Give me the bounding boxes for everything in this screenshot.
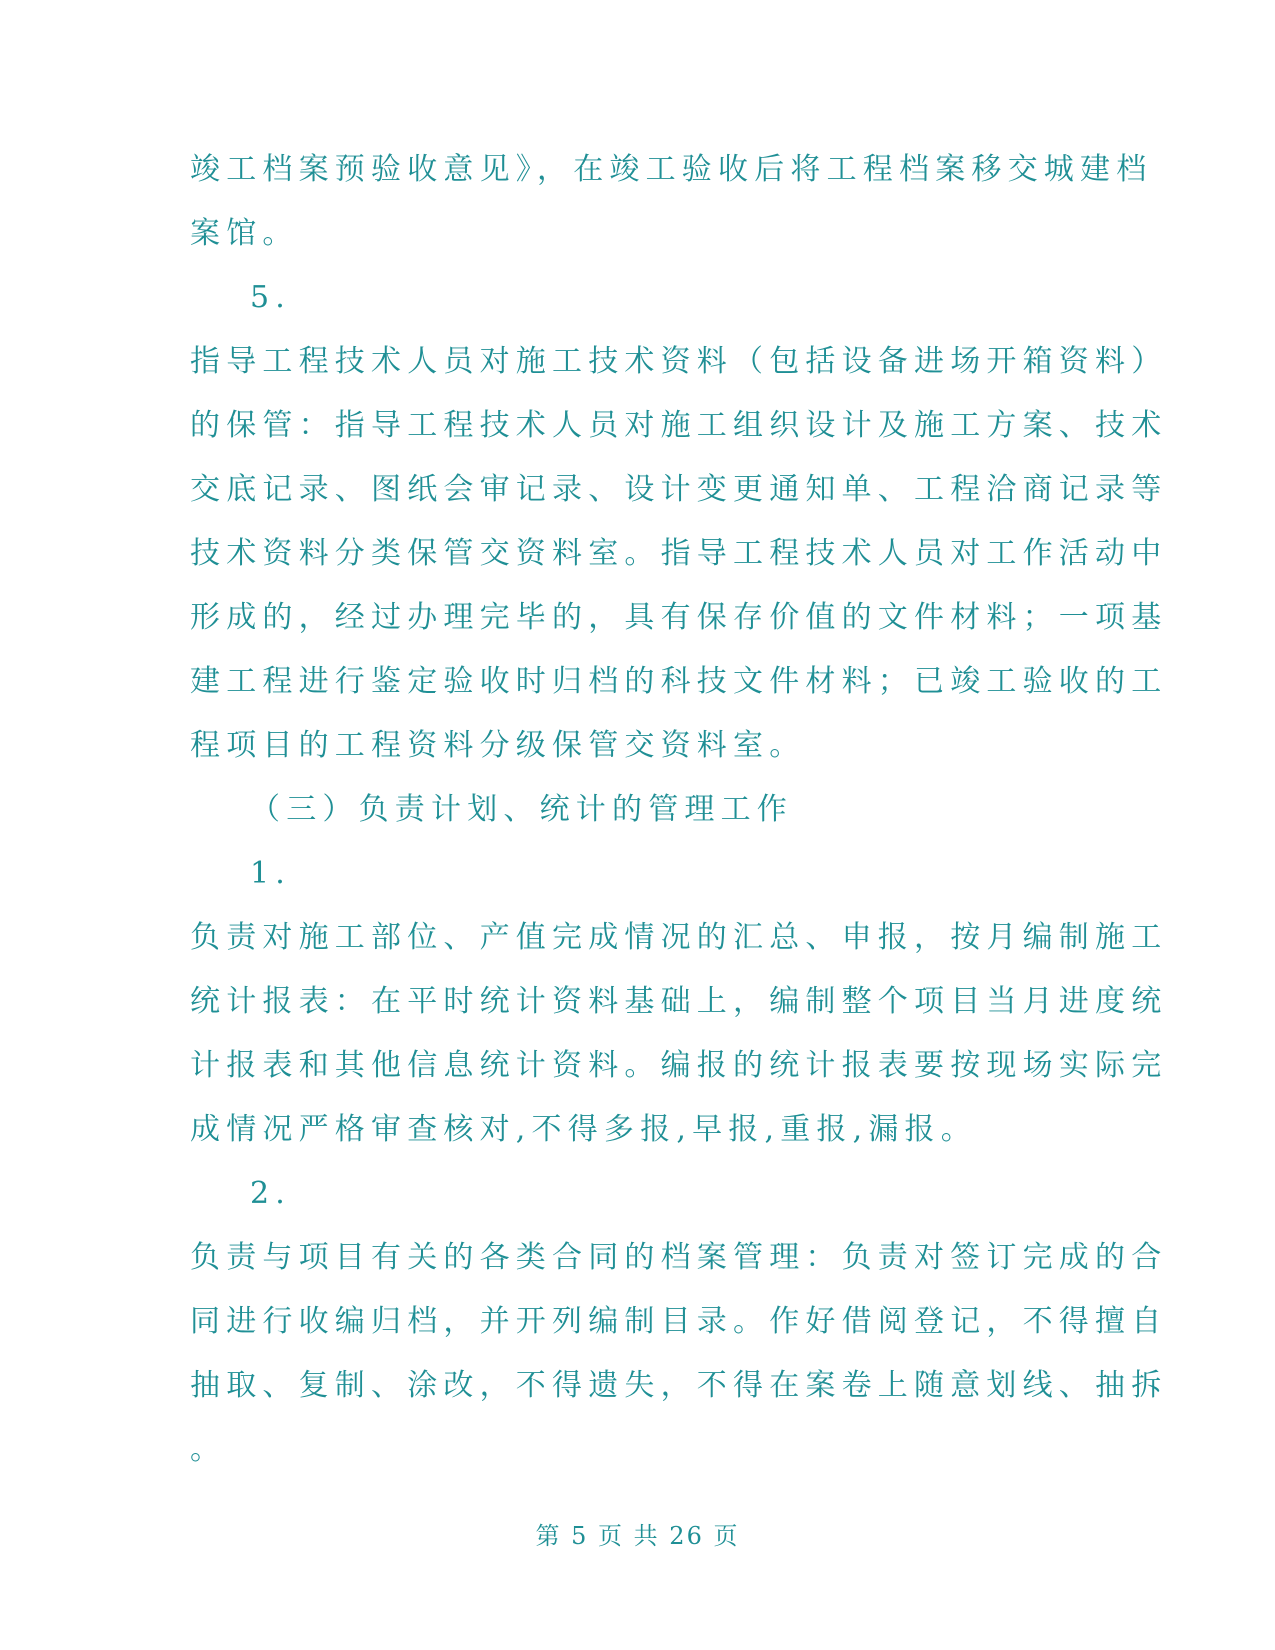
paragraph-line: 的保管：指导工程技术人员对施工组织设计及施工方案、技术 [190, 408, 1168, 443]
page-number-label: 第 5 页 共 26 页 [535, 1522, 740, 1550]
paragraph-line: 形成的，经过办理完毕的，具有保存价值的文件材料；一项基 [190, 600, 1168, 635]
paragraph-line: 。 [190, 1432, 227, 1467]
paragraph-line: 案馆。 [190, 216, 299, 251]
paragraph-line: 交底记录、图纸会审记录、设计变更通知单、工程洽商记录等 [190, 472, 1168, 507]
paragraph-line: 指导工程技术人员对施工技术资料（包括设备进场开箱资料） [190, 344, 1168, 379]
document-body [190, 138, 1168, 1482]
paragraph-line: 负责与项目有关的各类合同的档案管理：负责对签订完成的合 [190, 1240, 1168, 1275]
list-number: 2. [250, 1176, 292, 1211]
section-heading: （三）负责计划、统计的管理工作 [250, 792, 793, 827]
paragraph-line: 计报表和其他信息统计资料。编报的统计报表要按现场实际完 [190, 1048, 1168, 1083]
paragraph-line: 抽取、复制、涂改，不得遗失，不得在案卷上随意划线、抽拆 [190, 1368, 1168, 1403]
paragraph-line: 建工程进行鉴定验收时归档的科技文件材料；已竣工验收的工 [190, 664, 1168, 699]
list-number: 1. [250, 856, 292, 891]
paragraph-line: 负责对施工部位、产值完成情况的汇总、申报，按月编制施工 [190, 920, 1168, 955]
page-footer [0, 1516, 1275, 1551]
list-number: 5. [250, 280, 292, 315]
paragraph-line: 同进行收编归档，并开列编制目录。作好借阅登记，不得擅自 [190, 1304, 1168, 1339]
paragraph-line: 成情况严格审查核对,不得多报,早报,重报,漏报。 [190, 1112, 977, 1147]
paragraph-line: 技术资料分类保管交资料室。指导工程技术人员对工作活动中 [190, 536, 1168, 571]
paragraph-line: 程项目的工程资料分级保管交资料室。 [190, 728, 806, 763]
paragraph-line: 统计报表：在平时统计资料基础上，编制整个项目当月进度统 [190, 984, 1168, 1019]
paragraph-line: 竣工档案预验收意见》，在竣工验收后将工程档案移交城建档 [190, 152, 1153, 187]
